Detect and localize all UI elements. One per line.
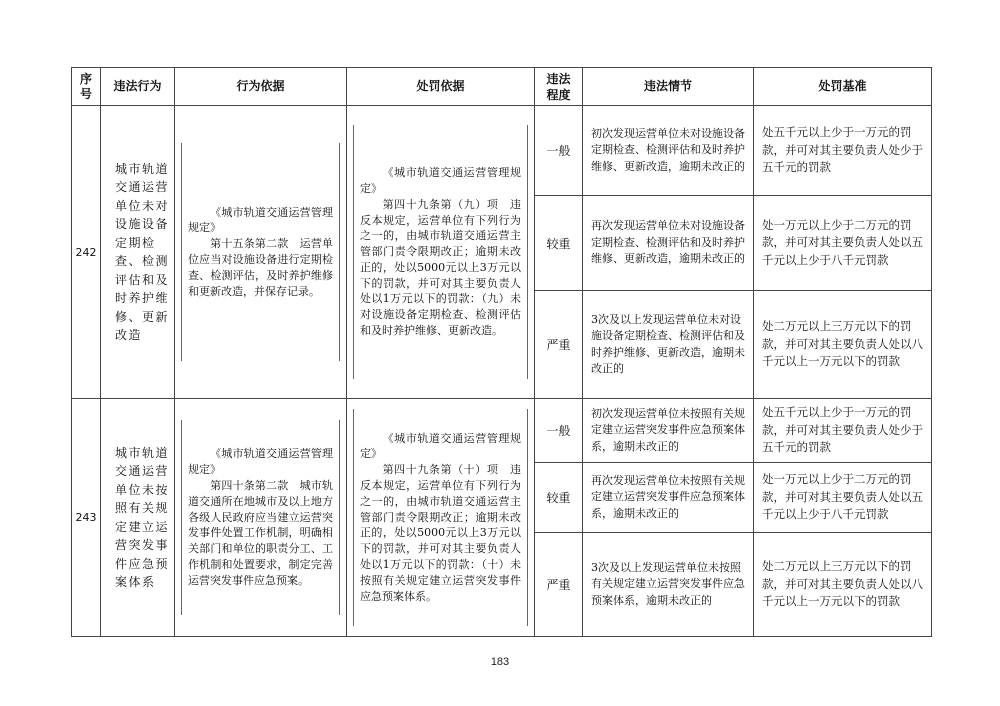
circumstances-cell: 初次发现运营单位未按照有关规定建立运营突发事件应急预案体系，逾期未改正的	[583, 399, 754, 463]
basis-title: 《城市轨道交通运营管理规定》	[188, 447, 333, 477]
penalty-text: 第四十九条第（十）项 违反本规定，运营单位有下列行为之一的，由城市轨道交通运营主管部门责令限期改正；逾期未改正的，处以5000元以上3万元以下的罚款，并可对其主要负责人处以1万元以下的罚款：（十）未按照有关规定建立运营突发事件应急预案体系。	[360, 463, 521, 603]
header-degree: 违法程度	[535, 68, 583, 106]
row-seq: 242	[72, 106, 101, 399]
header-seq: 序号	[72, 68, 101, 106]
circumstances-cell: 3次及以上发现运营单位未对设施设备定期检查、检测评估和及时养护维修、更新改造，逾期未改正的	[583, 291, 754, 399]
violation-cell: 城市轨道交通运营单位未按照有关规定建立运营突发事件应急预案体系	[101, 399, 175, 637]
degree-cell: 较重	[535, 196, 583, 291]
standard-cell: 处二万元以上三万元以下的罚款，并可对其主要负责人处以八千元以上一万元以下的罚款	[754, 291, 932, 399]
circumstances-cell: 3次及以上发现运营单位未按照有关规定建立运营突发事件应急预案体系，逾期未改正的	[583, 533, 754, 637]
header-basis: 行为依据	[175, 68, 347, 106]
basis-cell	[175, 106, 347, 399]
standard-cell: 处一万元以上少于二万元的罚款，并可对其主要负责人处以五千元以上少于八千元罚款	[754, 196, 932, 291]
standard-cell: 处五千元以上少于一万元的罚款，并可对其主要负责人处少于五千元的罚款	[754, 399, 932, 463]
degree-cell: 一般	[535, 399, 583, 463]
header-circumstances: 违法情节	[583, 68, 754, 106]
basis-text: 第四十条第二款 城市轨道交通所在地城市及以上地方各级人民政府应当建立运营突发事件处置工作机制，明确相关部门和单位的职责分工、工作机制和处置要求，制定完善运营突发事件应急预案。	[188, 479, 333, 587]
penalty-title: 《城市轨道交通运营管理规定》	[360, 166, 521, 195]
degree-cell: 较重	[535, 463, 583, 533]
penalty-basis-cell	[347, 399, 535, 637]
table-row	[72, 399, 932, 463]
standard-cell: 处二万元以上三万元以下的罚款，并可对其主要负责人处以八千元以上一万元以下的罚款	[754, 533, 932, 637]
penalty-basis-cell	[347, 106, 535, 399]
header-standard: 处罚基准	[754, 68, 932, 106]
circumstances-cell: 初次发现运营单位未对设施设备定期检查、检测评估和及时养护维修、更新改造，逾期未改正的	[583, 106, 754, 196]
penalty-title: 《城市轨道交通运营管理规定》	[360, 431, 521, 461]
degree-cell: 严重	[535, 291, 583, 399]
page-number: 183	[490, 656, 510, 668]
header-penalty-basis: 处罚依据	[347, 68, 535, 106]
basis-cell	[175, 399, 347, 637]
header-violation: 违法行为	[101, 68, 175, 106]
penalty-standards-table	[71, 67, 932, 637]
header-row	[72, 68, 932, 106]
degree-cell: 一般	[535, 106, 583, 196]
basis-title: 《城市轨道交通运营管理规定》	[188, 205, 333, 235]
basis-text: 第十五条第二款 运营单位应当对设施设备进行定期检查、检测评估，及时养护维修和更新改造，并保存记录。	[188, 237, 333, 298]
standard-cell: 处一万元以上少于二万元的罚款，并可对其主要负责人处以五千元以上少于八千元罚款	[754, 463, 932, 533]
penalty-text: 第四十九条第（九）项 违反本规定，运营单位有下列行为之一的，由城市轨道交通运营主管部门责令限期改正；逾期未改正的，处以5000元以上3万元以下的罚款，并可对其主要负责人处以1万元以下的罚款：（九）未对设施设备定期检查、检测评估和及时养护维修、更新改造。	[360, 197, 521, 338]
violation-cell: 城市轨道交通运营单位未对设施设备定期检查、检测评估和及时养护维修、更新改造	[101, 106, 175, 399]
row-seq: 243	[72, 399, 101, 637]
degree-cell: 严重	[535, 533, 583, 637]
circumstances-cell: 再次发现运营单位未对设施设备定期检查、检测评估和及时养护维修、更新改造，逾期未改正的	[583, 196, 754, 291]
circumstances-cell: 再次发现运营单位未按照有关规定建立运营突发事件应急预案体系，逾期未改正的	[583, 463, 754, 533]
standard-cell: 处五千元以上少于一万元的罚款，并可对其主要负责人处少于五千元的罚款	[754, 106, 932, 196]
table-row	[72, 106, 932, 196]
